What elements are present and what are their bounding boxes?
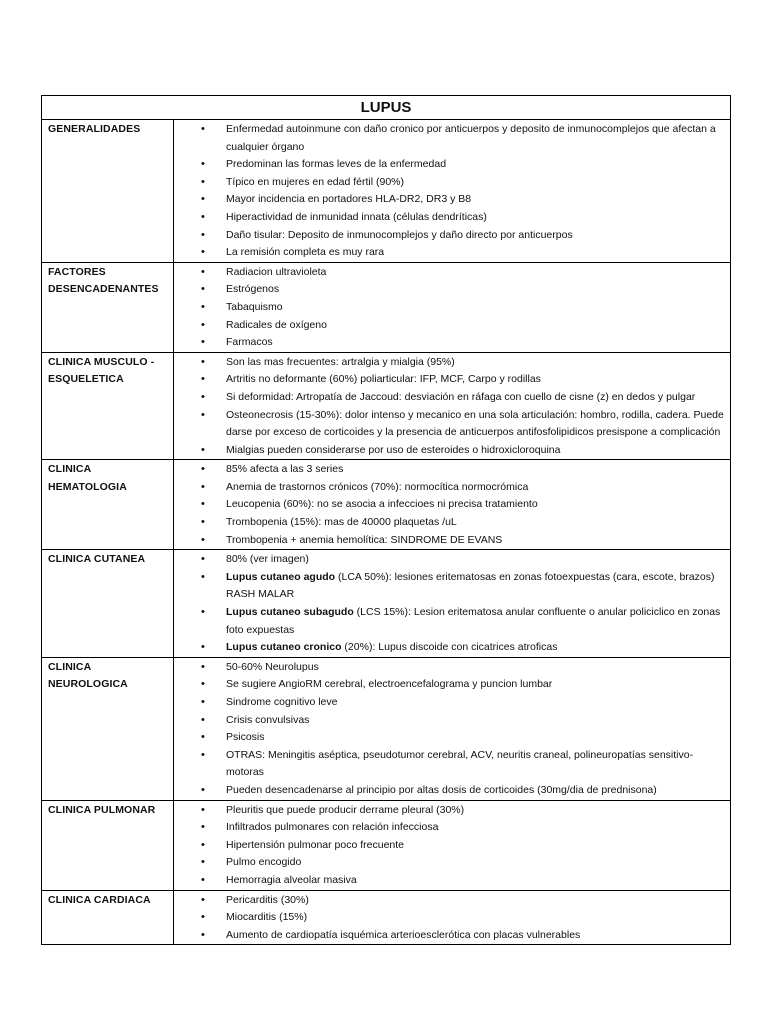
bullet-list (174, 659, 724, 800)
section-row (42, 120, 731, 263)
section-content (174, 657, 731, 800)
item-text: Pueden desencadenarse al principio por altas dosis de corticoides (30mg/dia de prednisona) (226, 783, 657, 796)
list-item (174, 676, 724, 694)
item-text: (LCS 15%): Lesion eritematosa anular confluente o anular policiclico en zonas foto expuestas (226, 606, 721, 636)
list-item (174, 659, 724, 677)
item-text: Farmacos (226, 336, 273, 349)
item-text: 85% afecta a las 3 series (226, 463, 344, 476)
document-title: LUPUS (42, 96, 731, 120)
bullet-list (174, 461, 724, 549)
bullet-list (174, 354, 724, 460)
bold-term: Lupus cutaneo cronico (226, 641, 342, 654)
item-text: Radiacion ultravioleta (226, 265, 327, 278)
section-row (42, 657, 731, 800)
item-text: 50-60% Neurolupus (226, 660, 319, 673)
list-item (174, 532, 724, 550)
item-text: Anemia de trastornos crónicos (70%): normocítica normocrómica (226, 480, 529, 493)
list-item (174, 909, 724, 927)
list-item (174, 569, 724, 604)
item-text: Típico en mujeres en edad fértil (90%) (226, 175, 405, 188)
list-item (174, 694, 724, 712)
item-text: Trombopenia (15%): mas de 40000 plaquetas /uL (226, 516, 457, 529)
section-label: GENERALIDADES (42, 120, 174, 263)
section-content (174, 550, 731, 658)
section-row (42, 460, 731, 550)
list-item (174, 264, 724, 282)
list-item (174, 496, 724, 514)
item-text: Leucopenia (60%): no se asocia a infeccioes ni precisa tratamiento (226, 498, 538, 511)
section-row (42, 352, 731, 460)
section-label: CLINICA HEMATOLOGIA (42, 460, 174, 550)
section-content (174, 460, 731, 550)
list-item (174, 819, 724, 837)
item-text: Tabaquismo (226, 300, 283, 313)
section-row (42, 800, 731, 890)
item-text: Mayor incidencia en portadores HLA-DR2, DR3 y B8 (226, 193, 472, 206)
item-text: Osteonecrosis (15-30%): dolor intenso y mecanico en una sola articulación: hombro, rodilla, cadera. Puede darse por exceso de corticoides y la presencia de anticuerpos antifosfolipidicos presispone a complicación (226, 408, 724, 439)
item-text: Miocarditis (15%) (226, 911, 308, 924)
item-text: Daño tisular: Deposito de inmunocomplejos y daño directo por anticuerpos (226, 228, 573, 241)
item-text: Artritis no deformante (60%) poliarticular: IFP, MCF, Carpo y rodillas (226, 373, 541, 386)
item-text: OTRAS: Meningitis aséptica, pseudotumor cerebral, ACV, neuritis craneal, polineuropatías sensitivo-motoras (226, 748, 694, 779)
item-text: Predominan las formas leves de la enfermedad (226, 158, 447, 171)
item-text: Sindrome cognitivo leve (226, 696, 338, 708)
item-text: Si deformidad: Artropatía de Jaccoud: desviación en ráfaga con cuello de cisne (z) en dedos y pulgar (226, 390, 696, 403)
list-item (174, 244, 724, 262)
list-item (174, 174, 724, 192)
list-item (174, 892, 724, 910)
list-item (174, 407, 724, 442)
list-item (174, 156, 724, 174)
bullet-list (174, 264, 724, 352)
section-content (174, 262, 731, 352)
list-item (174, 551, 724, 569)
list-item (174, 461, 724, 479)
list-item (174, 227, 724, 245)
bullet-list (174, 121, 724, 262)
item-text: Son las mas frecuentes: artralgia y mialgia (95%) (226, 355, 455, 368)
list-item (174, 514, 724, 532)
bold-term: Lupus cutaneo subagudo (226, 606, 354, 619)
item-text: Hemorragia alveolar masiva (226, 873, 357, 886)
item-text: Infiltrados pulmonares con relación infecciosa (226, 821, 439, 834)
item-text: Enfermedad autoinmune con daño cronico por anticuerpos y deposito de inmunocomplejos que afectan a cualquier órgano (226, 123, 716, 153)
list-item (174, 604, 724, 639)
item-text: Radicales de oxígeno (226, 318, 327, 331)
list-item (174, 872, 724, 890)
list-item (174, 317, 724, 335)
section-label: CLINICA CARDIACA (42, 890, 174, 945)
section-row (42, 550, 731, 658)
sections-body (42, 120, 731, 945)
section-row (42, 262, 731, 352)
list-item (174, 802, 724, 820)
section-content (174, 890, 731, 945)
item-text: Pericarditis (30%) (226, 893, 309, 906)
list-item (174, 639, 724, 657)
list-item (174, 334, 724, 352)
list-item (174, 479, 724, 497)
list-item (174, 354, 724, 372)
item-text: Aumento de cardiopatía isquémica arterioesclerótica con placas vulnerables (226, 928, 581, 941)
item-text: Estrógenos (226, 283, 280, 296)
list-item (174, 927, 724, 945)
item-text: (LCA 50%): lesiones eritematosas en zonas fotoexpuestas (cara, escote, brazos) RASH MALAR (226, 570, 715, 601)
item-text: Hipertensión pulmonar poco frecuente (226, 838, 405, 851)
section-label: CLINICA PULMONAR (42, 800, 174, 890)
item-text: Psicosis (226, 731, 265, 744)
item-text: Pulmo encogido (226, 856, 302, 869)
section-content (174, 120, 731, 263)
list-item (174, 442, 724, 460)
bullet-list (174, 892, 724, 945)
lupus-table (41, 95, 731, 945)
list-item (174, 782, 724, 800)
item-text: Hiperactividad de inmunidad innata (células dendríticas) (226, 210, 487, 223)
bullet-list (174, 802, 724, 890)
list-item (174, 712, 724, 730)
item-text: Pleuritis que puede producir derrame pleural (30%) (226, 803, 465, 816)
item-text: 80% (ver imagen) (226, 553, 309, 566)
item-text: La remisión completa es muy rara (226, 246, 385, 259)
section-row (42, 890, 731, 945)
section-content (174, 800, 731, 890)
section-label: CLINICA NEUROLOGICA (42, 657, 174, 800)
list-item (174, 854, 724, 872)
list-item (174, 389, 724, 407)
section-content (174, 352, 731, 460)
list-item (174, 747, 724, 782)
bold-term: Lupus cutaneo agudo (226, 570, 336, 583)
item-text: Mialgias pueden considerarse por uso de esteroides o hidroxicloroquina (226, 443, 561, 456)
list-item (174, 191, 724, 209)
list-item (174, 121, 724, 156)
item-text: (20%): Lupus discoide con cicatrices atroficas (341, 641, 558, 654)
section-label: CLINICA MUSCULO - ESQUELETICA (42, 352, 174, 460)
list-item (174, 371, 724, 389)
item-text: Crisis convulsivas (226, 713, 310, 726)
list-item (174, 837, 724, 855)
item-text: Se sugiere AngioRM cerebral, electroencefalograma y puncion lumbar (226, 678, 553, 691)
title-row (42, 96, 731, 120)
section-label: CLINICA CUTANEA (42, 550, 174, 658)
list-item (174, 281, 724, 299)
bullet-list (174, 551, 724, 657)
item-text: Trombopenia + anemia hemolítica: SINDROME DE EVANS (226, 533, 503, 546)
list-item (174, 209, 724, 227)
list-item (174, 729, 724, 747)
section-label: FACTORES DESENCADENANTES (42, 262, 174, 352)
list-item (174, 299, 724, 317)
